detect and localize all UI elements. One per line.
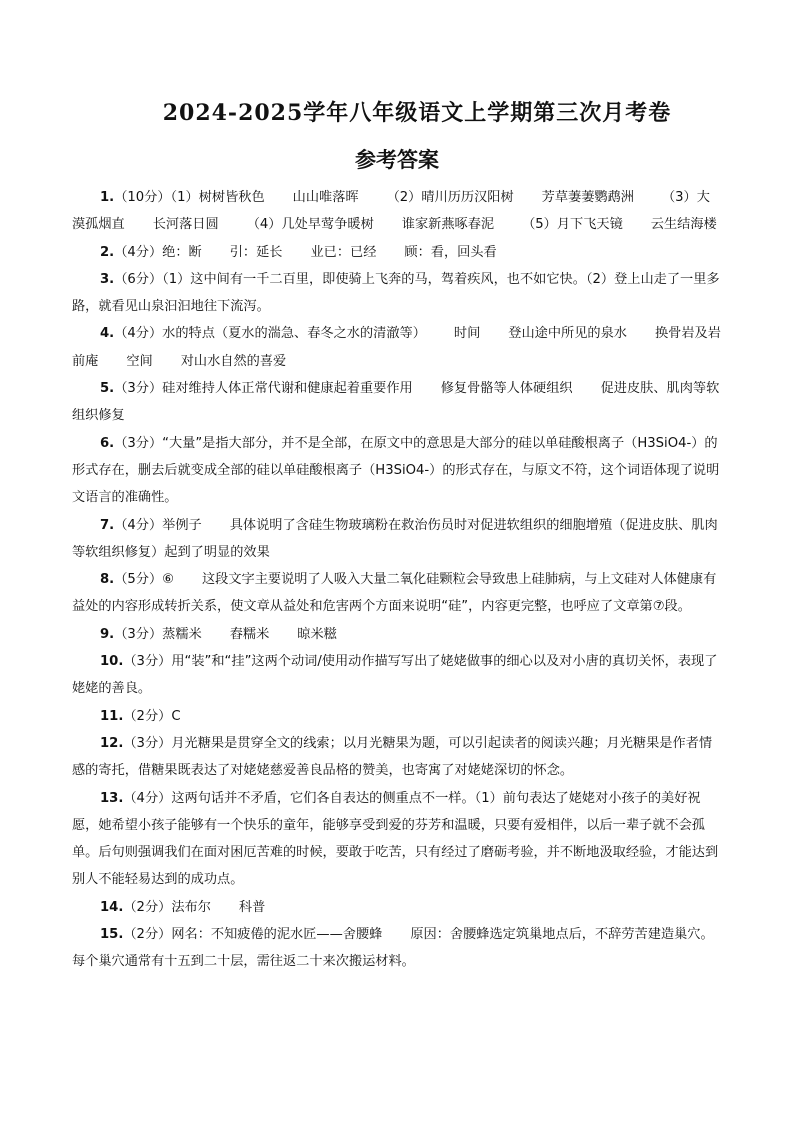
answer-text: 换骨岩及岩前庵 — [72, 326, 721, 369]
answer-text: “大量”是指大部分，并不是全部，在原文中的意思是大部分的硅以单硅酸根离子（H3SiO4-）的形式存在，删去后就变成全部的硅以单硅酸根离子（H3SiO4-）的形式存在，与原文不符，这个词语体现了说明文语言的准确性。 — [72, 435, 720, 506]
answer-score: （3分） — [114, 381, 163, 397]
answer-text: 法布尔 — [171, 899, 211, 915]
answer-number: 12. — [100, 735, 124, 751]
answer-text: （1）树树皆秋色 — [170, 190, 265, 205]
answer-score: （4分） — [123, 790, 172, 806]
answer-number: 10. — [100, 654, 124, 670]
answer-item — [72, 566, 722, 621]
answer-score: （3分） — [123, 654, 172, 670]
answer-text: 硅对维持人体正常代谢和健康起着重要作用 — [162, 381, 413, 397]
answer-text: 时间 — [453, 326, 481, 342]
answer-item — [72, 703, 722, 730]
answer-text: 引：延长 — [229, 244, 283, 260]
answer-text: （4）几处早莺争暖树 — [246, 217, 374, 233]
answer-text: 促进皮肤、肌肉等软组织修复 — [72, 381, 720, 424]
answer-text: 原因：舍腰蜂选定筑巢地点后，不辞劳苦建造巢穴。每个巢穴通常有十五到二十层，需往返二十来次搬运材料。 — [72, 927, 714, 970]
answer-text: 蒸糯米 — [162, 626, 202, 642]
answer-score: （2分） — [123, 708, 172, 724]
answer-score: （10分） — [114, 190, 171, 205]
answer-score: （4分） — [114, 517, 163, 533]
page-subtitle: 参考答案 — [355, 147, 439, 172]
answer-item — [72, 266, 722, 321]
answer-text: 谁家新燕啄春泥 — [401, 217, 495, 233]
answer-text: （1）这中间有一千二百里，即使骑上飞奔的马，驾着疾风，也不如它快。（2）登上山走了一里多路，就看见山泉汩汩地往下流泻。 — [72, 271, 720, 315]
answer-text: 用“装”和“挂”这两个动词/使用动作描写写出了姥姥做事的细心以及对小唐的真切关怀，表现了姥姥的善良。 — [72, 654, 718, 697]
answer-text: 芳草萋萋鹦鹉洲 — [541, 190, 634, 205]
answer-number: 7. — [100, 517, 115, 533]
answer-score: （4分） — [114, 326, 163, 342]
answer-text: C — [171, 708, 181, 724]
answer-score: （3分） — [114, 626, 163, 642]
answer-item — [72, 894, 722, 921]
answer-text: 业已：已经 — [310, 244, 377, 260]
answer-item — [72, 375, 722, 430]
answer-number: 15. — [100, 927, 124, 943]
answer-number: 8. — [100, 572, 115, 588]
answer-text: 举例子 — [162, 517, 202, 533]
page-title: 2024-2025学年八年级语文上学期第三次月考卷 — [162, 100, 672, 126]
answer-text: 科普 — [238, 899, 266, 915]
answer-number: 4. — [100, 326, 115, 342]
answer-item — [72, 921, 722, 976]
answer-number: 9. — [100, 626, 115, 642]
answer-text: 山山唯落晖 — [292, 190, 359, 205]
answer-text: （2）晴川历历汉阳树 — [386, 190, 514, 205]
answer-item — [72, 621, 722, 648]
answer-item — [72, 730, 722, 785]
answer-text: 舂糯米 — [229, 626, 270, 642]
answer-text: ⑥ — [162, 572, 174, 588]
answer-number: 2. — [100, 244, 115, 260]
answer-text: 登山途中所见的泉水 — [508, 326, 627, 342]
answer-item — [72, 512, 722, 567]
answer-number: 3. — [100, 271, 115, 287]
answer-score: （3分） — [114, 435, 163, 451]
answer-item — [72, 239, 722, 266]
answer-text: 修复骨骼等人体硬组织 — [440, 381, 573, 397]
answer-item — [72, 320, 722, 375]
answer-text: 网名：不知疲倦的泥水匠——舍腰蜂 — [171, 927, 383, 943]
answer-score: （2分） — [123, 927, 172, 943]
answer-item — [72, 648, 722, 703]
answer-text: 云生结海楼 — [650, 217, 717, 233]
answer-text: 这两句话并不矛盾，它们各自表达的侧重点不一样。（1）前句表达了姥姥对小孩子的美好祝愿，她希望小孩子能够有一个快乐的童年，能够享受到爱的芬芳和温暖，只要有爱相伴，以后一辈子就不会孤单。后句则强调我们在面对困厄苦难的时候，要敢于吃苦，只有经过了磨砺考验，并不断地汲取经验，才能达到别人不能轻易达到的成功点。 — [72, 790, 719, 888]
answer-text: 顾：看，回头看 — [404, 244, 497, 260]
answer-number: 6. — [100, 435, 115, 451]
answer-number: 14. — [100, 899, 124, 915]
answer-text: 空间 — [126, 353, 153, 369]
answer-text: 具体说明了含硅生物玻璃粉在救治伤员时对促进软组织的细胞增殖（促进皮肤、肌肉等软组织修复）起到了明显的效果 — [72, 517, 718, 560]
answer-score: （5分） — [114, 572, 163, 588]
answer-text: （3）大漠孤烟直 — [72, 190, 710, 233]
answer-item — [72, 430, 722, 512]
answer-number: 5. — [100, 381, 115, 397]
answer-text: 长河落日圆 — [152, 217, 219, 233]
answer-score: （2分） — [123, 899, 172, 915]
answer-score: （4分） — [114, 244, 163, 260]
answer-score: （6分） — [114, 271, 163, 287]
answer-item — [72, 184, 722, 239]
answer-text: 晾米糍 — [297, 626, 337, 642]
answer-text: 对山水自然的喜爱 — [180, 353, 287, 369]
answer-text: 绝：断 — [162, 244, 202, 260]
answer-text: 月光糖果是贯穿全文的线索；以月光糖果为题，可以引起读者的阅读兴趣；月光糖果是作者情感的寄托，借糖果既表达了对姥姥慈爱善良品格的赞美，也寄寓了对姥姥深切的怀念。 — [72, 735, 713, 779]
answer-text: 这段文字主要说明了人吸入大量二氧化硅颗粒会导致患上硅肺病，与上文硅对人体健康有益处的内容形成转折关系，使文章从益处和危害两个方面来说明“硅”，内容更完整，也呼应了文章第⑦段。 — [72, 572, 717, 615]
answer-text: （5）月下飞天镜 — [522, 217, 623, 233]
answer-list — [72, 184, 722, 976]
answer-number: 13. — [100, 790, 124, 806]
answer-number: 1. — [100, 190, 115, 205]
answer-number: 11. — [100, 708, 124, 724]
answer-score: （3分） — [123, 735, 172, 751]
answer-item — [72, 785, 722, 894]
answer-text: 水的特点（夏水的湍急、春冬之水的清澈等） — [162, 326, 426, 342]
